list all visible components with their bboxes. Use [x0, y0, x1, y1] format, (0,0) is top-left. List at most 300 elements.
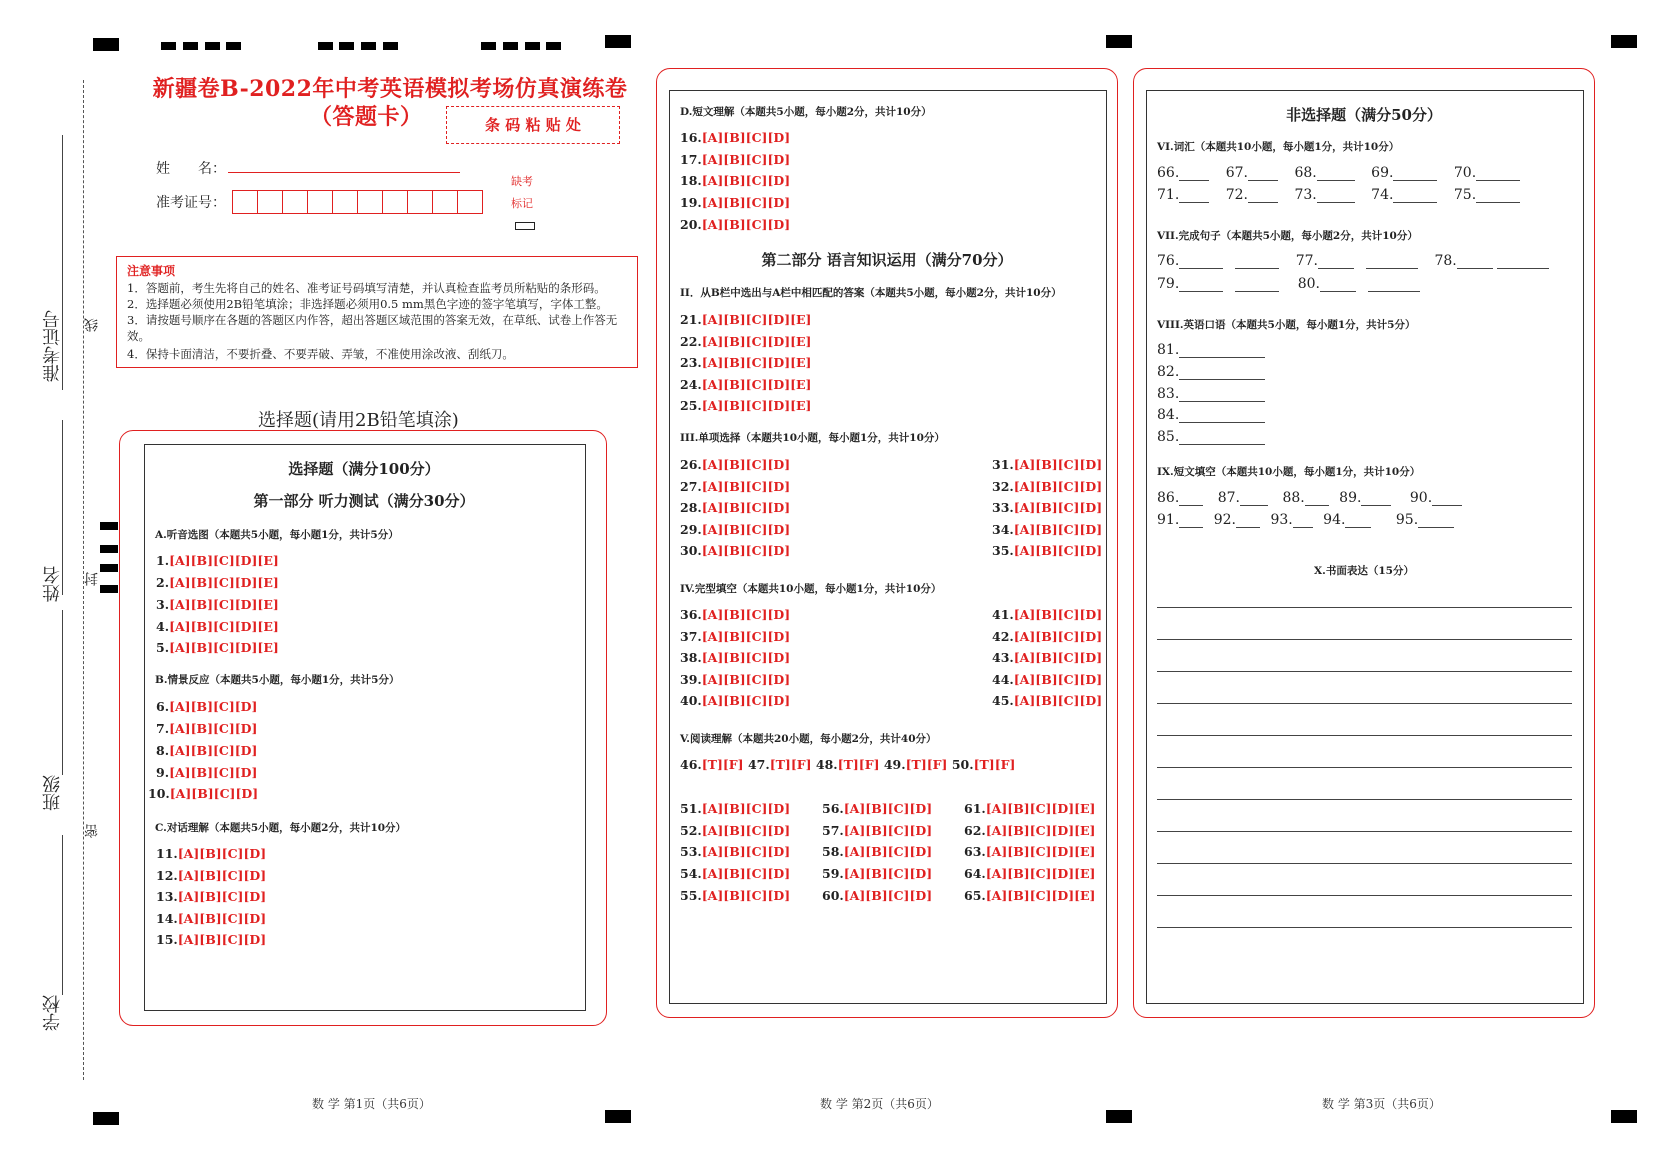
- registration-mark: [1106, 35, 1132, 48]
- question-number: 72.: [1225, 187, 1248, 203]
- binding-line-school: [62, 835, 63, 995]
- question-number: 1.: [156, 553, 170, 568]
- answer-row[interactable]: [964, 844, 1095, 859]
- question-number: 20.: [680, 217, 702, 232]
- answer-options[interactable]: [A][B][C][D][E]: [169, 575, 279, 590]
- absent-mark-label: 标记: [511, 197, 533, 210]
- tf-options[interactable]: [T][F]: [837, 757, 880, 772]
- registration-mark: [1106, 1110, 1132, 1123]
- question-number: 89.: [1339, 490, 1362, 506]
- answer-row[interactable]: [992, 650, 1102, 665]
- question-number: 33.: [992, 500, 1014, 515]
- registration-mark: [161, 42, 176, 50]
- section-v-title: V.阅读理解（本题共20小题，每小题2分，共计40分）: [680, 733, 937, 745]
- answer-options[interactable]: [A][B][C][D][E]: [701, 312, 812, 327]
- question-number: 66.: [1157, 165, 1180, 181]
- answer-row[interactable]: [680, 607, 790, 622]
- registration-mark: [383, 42, 398, 50]
- question-number: 8.: [156, 743, 170, 758]
- answer-row[interactable]: [680, 522, 790, 537]
- answer-options[interactable]: [A][B][C][D]: [701, 672, 791, 687]
- blank-row[interactable]: [1157, 364, 1269, 380]
- answer-options[interactable]: [A][B][C][D][E]: [701, 377, 812, 392]
- answer-row[interactable]: [822, 823, 932, 838]
- registration-mark: [1611, 1110, 1637, 1123]
- answer-row[interactable]: [680, 844, 790, 859]
- question-number: 11.: [156, 846, 178, 861]
- question-number: 25.: [680, 398, 702, 413]
- question-number: 46.: [680, 757, 702, 772]
- answer-row[interactable]: [156, 743, 257, 758]
- section-viii-title: VIII.英语口语（本题共5小题，每小题1分，共计5分）: [1157, 319, 1416, 331]
- registration-mark: [1611, 35, 1637, 48]
- question-number: 79.: [1157, 276, 1180, 292]
- answer-options[interactable]: [A][B][C][D]: [701, 823, 791, 838]
- answer-row[interactable]: [680, 377, 811, 392]
- answer-options[interactable]: [A][B][C][D][E]: [701, 398, 812, 413]
- registration-mark: [100, 545, 118, 553]
- answer-row[interactable]: [680, 543, 790, 558]
- registration-mark: [481, 42, 496, 50]
- answer-options[interactable]: [A][B][C][D][E]: [169, 640, 279, 655]
- question-number: 85.: [1157, 429, 1180, 445]
- answer-row[interactable]: [680, 672, 790, 687]
- blank-row[interactable]: [1157, 407, 1269, 423]
- writing-line[interactable]: [1157, 607, 1572, 608]
- section-ix-title: IX.短文填空（本题共10小题，每小题1分，共计10分）: [1157, 466, 1421, 478]
- answer-options[interactable]: [A][B][C][D]: [843, 888, 933, 903]
- answer-row[interactable]: [680, 693, 790, 708]
- answer-row[interactable]: [964, 801, 1095, 816]
- answer-row[interactable]: [156, 911, 266, 926]
- answer-options[interactable]: [A][B][C][D]: [1013, 543, 1103, 558]
- question-number: 9.: [156, 765, 170, 780]
- answer-options[interactable]: [A][B][C][D]: [1013, 457, 1103, 472]
- seal-xian-label: 线: [84, 318, 100, 332]
- answer-row[interactable]: [992, 457, 1102, 472]
- question-number: 51.: [680, 801, 702, 816]
- question-number: 54.: [680, 866, 702, 881]
- answer-options[interactable]: [A][B][C][D][E]: [169, 619, 279, 634]
- writing-line[interactable]: [1157, 799, 1572, 800]
- question-number: 67.: [1225, 165, 1248, 181]
- notice-item: 1．答题前，考生先将自己的姓名、准考证号码填写清楚，并认真检查监考员所粘贴的条形码。: [127, 281, 606, 295]
- exam-number-boxes[interactable]: [232, 190, 483, 214]
- registration-mark: [205, 42, 220, 50]
- answer-options[interactable]: [A][B][C][D]: [843, 844, 933, 859]
- question-number: 14.: [156, 911, 178, 926]
- question-number: 59.: [822, 866, 844, 881]
- binding-name-label: 姓名: [42, 566, 63, 602]
- writing-line[interactable]: [1157, 671, 1572, 672]
- page2-footer: 数 学 第2页（共6页）: [820, 1097, 939, 1111]
- answer-row[interactable]: [680, 479, 790, 494]
- blank-row[interactable]: [1157, 253, 1553, 269]
- notice-item: 3．请按题号顺序在各题的答题区内作答，超出答题区域范围的答案无效，在草纸、试卷上作答无效。: [127, 313, 618, 343]
- question-number: 32.: [992, 479, 1014, 494]
- binding-class-label: 班级: [42, 775, 63, 811]
- answer-row[interactable]: [680, 130, 790, 145]
- answer-row[interactable]: [680, 888, 790, 903]
- question-number: 27.: [680, 479, 702, 494]
- answer-options[interactable]: [A][B][C][D][E]: [985, 888, 1096, 903]
- question-number: 91.: [1157, 512, 1180, 528]
- answer-row[interactable]: [680, 312, 811, 327]
- answer-options[interactable]: [A][B][C][D]: [701, 479, 791, 494]
- answer-options[interactable]: [A][B][C][D]: [701, 866, 791, 881]
- answer-row[interactable]: [156, 699, 257, 714]
- answer-row[interactable]: [992, 607, 1102, 622]
- question-number: 31.: [992, 457, 1014, 472]
- answer-options[interactable]: [A][B][C][D]: [1013, 607, 1103, 622]
- answer-row[interactable]: [992, 672, 1102, 687]
- answer-options[interactable]: [A][B][C][D]: [1013, 672, 1103, 687]
- answer-row[interactable]: [680, 629, 790, 644]
- blank-row[interactable]: [1157, 276, 1424, 292]
- answer-options[interactable]: [A][B][C][D]: [701, 152, 791, 167]
- section-x-title: X.书面表达（15分）: [1314, 565, 1414, 577]
- question-number: 93.: [1270, 512, 1293, 528]
- answer-row[interactable]: [822, 801, 932, 816]
- registration-mark: [93, 38, 119, 51]
- registration-mark: [100, 564, 118, 572]
- writing-line[interactable]: [1157, 639, 1572, 640]
- answer-row[interactable]: [156, 575, 279, 590]
- question-number: 83.: [1157, 386, 1180, 402]
- question-number: 29.: [680, 522, 702, 537]
- section-d-title: D.短文理解（本题共5小题，每小题2分，共计10分）: [680, 106, 932, 118]
- answer-row[interactable]: [992, 693, 1102, 708]
- answer-options[interactable]: [A][B][C][D][E]: [701, 334, 812, 349]
- question-number: 78.: [1434, 253, 1457, 269]
- section-ii-title: II．从B栏中选出与A栏中相匹配的答案（本题共5小题，每小题2分，共计10分）: [680, 287, 1062, 299]
- answer-options[interactable]: [A][B][C][D]: [701, 217, 791, 232]
- question-number: 77.: [1295, 253, 1318, 269]
- registration-mark: [361, 42, 376, 50]
- question-number: 5.: [156, 640, 170, 655]
- blank-row[interactable]: [1157, 187, 1524, 203]
- answer-row[interactable]: [964, 866, 1095, 881]
- blank-row[interactable]: [1157, 342, 1269, 358]
- notice-title: 注意事项: [127, 264, 176, 278]
- question-number: 58.: [822, 844, 844, 859]
- answer-options[interactable]: [A][B][C][D]: [701, 522, 791, 537]
- binding-exam-no-label: 准考证号: [42, 310, 63, 382]
- answer-row[interactable]: [156, 765, 257, 780]
- answer-row[interactable]: [680, 823, 790, 838]
- answer-row[interactable]: [156, 889, 266, 904]
- question-number: 21.: [680, 312, 702, 327]
- answer-options[interactable]: [A][B][C][D]: [701, 130, 791, 145]
- question-number: 49.: [883, 757, 906, 772]
- name-field[interactable]: [228, 172, 460, 173]
- question-number: 41.: [992, 607, 1014, 622]
- answer-options[interactable]: [A][B][C][D]: [701, 844, 791, 859]
- answer-row[interactable]: [680, 866, 790, 881]
- registration-mark: [100, 585, 118, 593]
- registration-mark: [183, 42, 198, 50]
- answer-row[interactable]: [822, 844, 932, 859]
- answer-row[interactable]: [156, 868, 266, 883]
- registration-mark: [226, 42, 241, 50]
- answer-row[interactable]: [148, 786, 258, 801]
- section-iv-title: IV.完型填空（本题共10小题，每小题1分，共计10分）: [680, 583, 942, 595]
- binding-school-label: 学校: [42, 995, 63, 1031]
- question-number: 18.: [680, 173, 702, 188]
- seal-mi-label: 密: [84, 824, 100, 838]
- page3-footer: 数 学 第3页（共6页）: [1322, 1097, 1441, 1111]
- answer-options[interactable]: [A][B][C][D][E]: [169, 597, 279, 612]
- answer-options[interactable]: [A][B][C][D]: [1013, 522, 1103, 537]
- answer-row[interactable]: [156, 640, 279, 655]
- answer-options[interactable]: [A][B][C][D]: [843, 823, 933, 838]
- question-number: 90.: [1409, 490, 1433, 506]
- answer-options[interactable]: [A][B][C][D]: [701, 888, 791, 903]
- non-choice-header: 非选择题（满分50分）: [1286, 106, 1442, 124]
- registration-mark: [339, 42, 354, 50]
- question-number: 53.: [680, 844, 702, 859]
- answer-options[interactable]: [A][B][C][D]: [177, 868, 267, 883]
- answer-row[interactable]: [680, 334, 811, 349]
- answer-options[interactable]: [A][B][C][D][E]: [985, 801, 1096, 816]
- answer-row[interactable]: [156, 932, 266, 947]
- tf-answer-row[interactable]: [680, 757, 1015, 772]
- page-title: 新疆卷B-2022年中考英语模拟考场仿真演练卷: [152, 76, 628, 102]
- answer-row[interactable]: [680, 355, 811, 370]
- question-number: 52.: [680, 823, 702, 838]
- question-number: 57.: [822, 823, 844, 838]
- question-number: 43.: [992, 650, 1014, 665]
- answer-row[interactable]: [680, 801, 790, 816]
- question-number: 22.: [680, 334, 702, 349]
- answer-options[interactable]: [A][B][C][D]: [701, 693, 791, 708]
- question-number: 15.: [156, 932, 178, 947]
- question-number: 75.: [1453, 187, 1477, 203]
- answer-options[interactable]: [A][B][C][D]: [169, 743, 258, 758]
- question-number: 76.: [1157, 253, 1180, 269]
- question-number: 55.: [680, 888, 702, 903]
- question-number: 26.: [680, 457, 702, 472]
- writing-line[interactable]: [1157, 831, 1572, 832]
- answer-options[interactable]: [A][B][C][D]: [701, 801, 791, 816]
- answer-options[interactable]: [A][B][C][D]: [169, 786, 259, 801]
- registration-mark: [605, 35, 631, 48]
- question-number: 4.: [156, 619, 170, 634]
- answer-options[interactable]: [A][B][C][D]: [843, 866, 933, 881]
- registration-mark: [100, 522, 118, 530]
- answer-options[interactable]: [A][B][C][D]: [177, 932, 267, 947]
- writing-line[interactable]: [1157, 927, 1572, 928]
- question-number: 82.: [1157, 364, 1180, 380]
- answer-row[interactable]: [156, 553, 279, 568]
- answer-row[interactable]: [822, 888, 932, 903]
- answer-options[interactable]: [A][B][C][D]: [177, 889, 267, 904]
- section-a-title: A.听音选图（本题共5小题，每小题1分，共计5分）: [155, 529, 399, 541]
- page-subtitle: （答题卡）: [310, 104, 423, 130]
- writing-line[interactable]: [1157, 735, 1572, 736]
- question-number: 73.: [1294, 187, 1317, 203]
- question-number: 61.: [964, 801, 986, 816]
- answer-row[interactable]: [680, 152, 790, 167]
- answer-options[interactable]: [A][B][C][D][E]: [985, 866, 1096, 881]
- question-number: 56.: [822, 801, 844, 816]
- question-number: 19.: [680, 195, 702, 210]
- question-number: 47.: [747, 757, 770, 772]
- answer-options[interactable]: [A][B][C][D]: [169, 765, 258, 780]
- answer-row[interactable]: [822, 866, 932, 881]
- answer-options[interactable]: [A][B][C][D]: [1013, 479, 1103, 494]
- answer-options[interactable]: [A][B][C][D]: [169, 721, 258, 736]
- part2-header: 第二部分 语言知识运用（满分70分）: [761, 251, 1013, 269]
- answer-row[interactable]: [680, 217, 790, 232]
- question-number: 30.: [680, 543, 702, 558]
- answer-options[interactable]: [A][B][C][D]: [701, 195, 791, 210]
- question-number: 84.: [1157, 407, 1180, 423]
- binding-line-class: [62, 610, 63, 775]
- answer-options[interactable]: [A][B][C][D][E]: [701, 355, 812, 370]
- question-number: 62.: [964, 823, 986, 838]
- question-number: 44.: [992, 672, 1014, 687]
- registration-mark: [503, 42, 518, 50]
- name-label: 姓 名：: [156, 161, 226, 177]
- answer-options[interactable]: [A][B][C][D]: [701, 500, 791, 515]
- question-number: 23.: [680, 355, 702, 370]
- choice-header: 选择题（满分100分）: [288, 460, 440, 478]
- question-number: 7.: [156, 721, 170, 736]
- question-number: 95.: [1395, 512, 1419, 528]
- tf-options[interactable]: [T][F]: [769, 757, 812, 772]
- section-iii-title: III.单项选择（本题共10小题，每小题1分，共计10分）: [680, 432, 945, 444]
- question-number: 34.: [992, 522, 1014, 537]
- answer-options[interactable]: [A][B][C][D]: [1013, 629, 1103, 644]
- blank-row[interactable]: [1157, 490, 1466, 506]
- section-b-title: B.情景反应（本题共5小题，每小题1分，共计5分）: [155, 674, 400, 686]
- answer-row[interactable]: [156, 721, 257, 736]
- absent-label: 缺考: [511, 175, 533, 188]
- answer-row[interactable]: [964, 823, 1095, 838]
- answer-options[interactable]: [A][B][C][D]: [701, 607, 791, 622]
- answer-options[interactable]: [A][B][C][D]: [701, 457, 791, 472]
- answer-row[interactable]: [680, 457, 790, 472]
- notice-item: 4．保持卡面清洁，不要折叠、不要弄破、弄皱，不准使用涂改液、刮纸刀。: [127, 347, 514, 361]
- registration-mark: [546, 42, 561, 50]
- seal-feng-label: 封: [84, 572, 100, 586]
- question-number: 3.: [156, 597, 170, 612]
- question-number: 35.: [992, 543, 1014, 558]
- question-number: 60.: [822, 888, 844, 903]
- answer-options[interactable]: [A][B][C][D]: [177, 846, 267, 861]
- registration-mark: [525, 42, 540, 50]
- answer-options[interactable]: [A][B][C][D]: [701, 543, 791, 558]
- answer-row[interactable]: [964, 888, 1095, 903]
- question-number: 12.: [156, 868, 178, 883]
- answer-row[interactable]: [992, 629, 1102, 644]
- question-number: 48.: [815, 757, 838, 772]
- question-number: 42.: [992, 629, 1014, 644]
- question-number: 28.: [680, 500, 702, 515]
- answer-row[interactable]: [680, 398, 811, 413]
- answer-options[interactable]: [A][B][C][D]: [1013, 500, 1103, 515]
- question-number: 87.: [1217, 490, 1240, 506]
- tf-options[interactable]: [T][F]: [905, 757, 948, 772]
- section-vii-title: VII.完成句子（本题共5小题，每小题2分，共计10分）: [1157, 230, 1418, 242]
- answer-row[interactable]: [992, 543, 1102, 558]
- answer-options[interactable]: [A][B][C][D][E]: [985, 844, 1096, 859]
- answer-row[interactable]: [680, 500, 790, 515]
- question-number: 88.: [1282, 490, 1305, 506]
- blank-row[interactable]: [1157, 429, 1269, 445]
- answer-row[interactable]: [992, 479, 1102, 494]
- registration-mark: [605, 1110, 631, 1123]
- question-number: 92.: [1213, 512, 1236, 528]
- page1-footer: 数 学 第1页（共6页）: [312, 1097, 431, 1111]
- choice-caption: 选择题(请用2B铅笔填涂): [258, 410, 459, 431]
- answer-options[interactable]: [A][B][C][D]: [1013, 693, 1103, 708]
- question-number: 24.: [680, 377, 702, 392]
- part1-header: 第一部分 听力测试（满分30分）: [253, 492, 475, 510]
- tf-options[interactable]: [T][F]: [973, 757, 1016, 772]
- answer-options[interactable]: [A][B][C][D]: [177, 911, 267, 926]
- question-number: 37.: [680, 629, 702, 644]
- question-number: 45.: [992, 693, 1014, 708]
- section-c-title: C.对话理解（本题共5小题，每小题2分，共计10分）: [155, 822, 407, 834]
- writing-line[interactable]: [1157, 703, 1572, 704]
- blank-row[interactable]: [1157, 512, 1458, 528]
- registration-mark: [318, 42, 333, 50]
- question-number: 63.: [964, 844, 986, 859]
- writing-line[interactable]: [1157, 895, 1572, 896]
- answer-options[interactable]: [A][B][C][D][E]: [985, 823, 1096, 838]
- answer-row[interactable]: [156, 597, 279, 612]
- answer-options[interactable]: [A][B][C][D]: [701, 650, 791, 665]
- question-number: 64.: [964, 866, 986, 881]
- answer-options[interactable]: [A][B][C][D]: [843, 801, 933, 816]
- writing-line[interactable]: [1157, 767, 1572, 768]
- question-number: 65.: [964, 888, 986, 903]
- absent-checkbox[interactable]: [515, 222, 535, 230]
- blank-row[interactable]: [1157, 165, 1524, 181]
- question-number: 6.: [156, 699, 170, 714]
- answer-row[interactable]: [156, 846, 266, 861]
- question-number: 69.: [1371, 165, 1394, 181]
- question-number: 80.: [1297, 276, 1320, 292]
- answer-options[interactable]: [A][B][C][D]: [701, 173, 791, 188]
- answer-row[interactable]: [156, 619, 279, 634]
- notice-item: 2．选择题必须使用2B铅笔填涂；非选择题必须用0.5 mm黑色字迹的签字笔填写，字体工整。: [127, 297, 608, 311]
- question-number: 71.: [1157, 187, 1180, 203]
- answer-row[interactable]: [992, 500, 1102, 515]
- question-number: 36.: [680, 607, 702, 622]
- question-number: 74.: [1371, 187, 1394, 203]
- tf-options[interactable]: [T][F]: [701, 757, 744, 772]
- blank-row[interactable]: [1157, 386, 1269, 402]
- question-number: 2.: [156, 575, 170, 590]
- question-number: 38.: [680, 650, 702, 665]
- answer-options[interactable]: [A][B][C][D]: [169, 699, 258, 714]
- answer-row[interactable]: [680, 173, 790, 188]
- answer-options[interactable]: [A][B][C][D][E]: [169, 553, 279, 568]
- answer-row[interactable]: [680, 195, 790, 210]
- answer-options[interactable]: [A][B][C][D]: [1013, 650, 1103, 665]
- exam-number-label: 准考证号：: [156, 195, 226, 211]
- answer-options[interactable]: [A][B][C][D]: [701, 629, 791, 644]
- writing-line[interactable]: [1157, 863, 1572, 864]
- question-number: 94.: [1323, 512, 1346, 528]
- question-number: 10.: [148, 786, 170, 801]
- question-number: 86.: [1157, 490, 1180, 506]
- answer-row[interactable]: [680, 650, 790, 665]
- answer-row[interactable]: [992, 522, 1102, 537]
